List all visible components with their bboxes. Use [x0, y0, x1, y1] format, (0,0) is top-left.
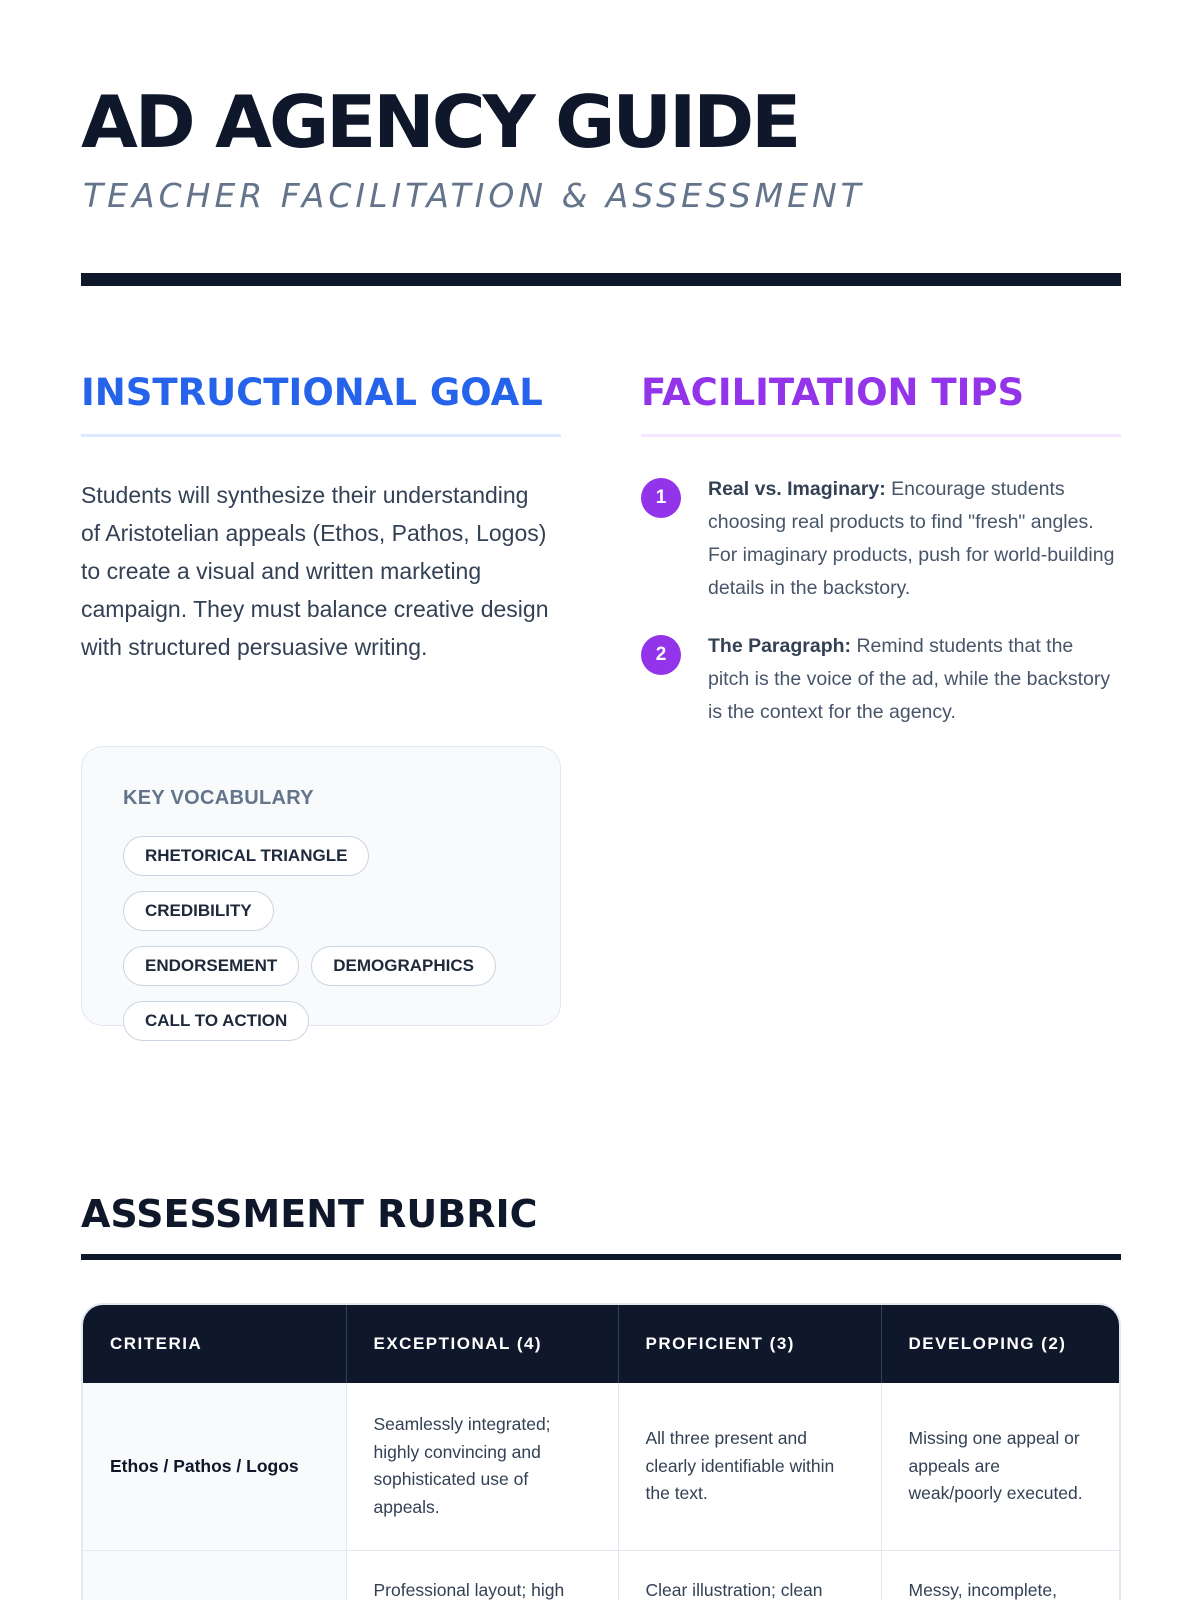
- vocabulary-pill: DEMOGRAPHICS: [311, 946, 496, 986]
- table-row: [83, 1550, 1119, 1600]
- tip-title: Real vs. Imaginary:: [708, 478, 886, 500]
- vocabulary-pill-list: [123, 836, 533, 1056]
- rubric-table-container: [81, 1303, 1121, 1600]
- tip-text: [708, 630, 1118, 729]
- exceptional-cell: Professional layout; high: [346, 1550, 618, 1600]
- tip-number-badge: 2: [641, 635, 681, 675]
- facilitation-tips-divider: [641, 434, 1121, 437]
- proficient-cell: Clear illustration; clean: [618, 1550, 881, 1600]
- instructional-goal-heading: INSTRUCTIONAL GOAL: [81, 371, 543, 414]
- developing-cell: Missing one appeal or appeals are weak/poorly executed.: [881, 1383, 1119, 1550]
- tip-text: [708, 473, 1118, 605]
- assessment-rubric-divider: [81, 1254, 1121, 1260]
- tip-body: Remind students that the pitch is the voice of the ad, while the backstory is the context for the agency.: [708, 635, 1111, 723]
- developing-cell: Messy, incomplete,: [881, 1550, 1119, 1600]
- rubric-header-row: [83, 1305, 1119, 1383]
- column-header-criteria: CRITERIA: [83, 1305, 346, 1383]
- instructional-goal-text: Students will synthesize their understanding of Aristotelian appeals (Ethos, Pathos, Logos) to create a visual and written marketing campaign. They must balance creative design with structured persuasive writing.: [81, 482, 549, 660]
- column-header-exceptional: EXCEPTIONAL (4): [346, 1305, 618, 1383]
- column-header-developing: DEVELOPING (2): [881, 1305, 1119, 1383]
- page-title: AD AGENCY GUIDE: [81, 80, 799, 164]
- page-subtitle: TEACHER FACILITATION & ASSESSMENT: [83, 176, 865, 215]
- instructional-goal-divider: [81, 434, 561, 437]
- vocabulary-pill: CALL TO ACTION: [123, 1001, 309, 1041]
- tip-title: The Paragraph:: [708, 635, 852, 657]
- vocabulary-pill: ENDORSEMENT: [123, 946, 299, 986]
- proficient-cell: All three present and clearly identifiable within the text.: [618, 1383, 881, 1550]
- column-header-proficient: PROFICIENT (3): [618, 1305, 881, 1383]
- tip-number-badge: 1: [641, 478, 681, 518]
- key-vocabulary-label: KEY VOCABULARY: [123, 787, 314, 809]
- tip-body: Encourage students choosing real products to find "fresh" angles. For imaginary products, push for world-building details in the backstory.: [708, 478, 1115, 599]
- table-row: [83, 1383, 1119, 1550]
- key-vocabulary-card: [81, 746, 561, 1030]
- vocabulary-pill: CREDIBILITY: [123, 891, 274, 931]
- criteria-cell: [83, 1550, 346, 1600]
- rubric-table: [83, 1305, 1119, 1600]
- exceptional-cell: Seamlessly integrated; highly convincing and sophisticated use of appeals.: [346, 1383, 618, 1550]
- assessment-rubric-heading: ASSESSMENT RUBRIC: [81, 1192, 538, 1236]
- facilitation-tips-heading: FACILITATION TIPS: [641, 371, 1025, 414]
- criteria-cell: Ethos / Pathos / Logos: [83, 1383, 346, 1550]
- title-divider: [81, 273, 1121, 286]
- vocabulary-pill: RHETORICAL TRIANGLE: [123, 836, 369, 876]
